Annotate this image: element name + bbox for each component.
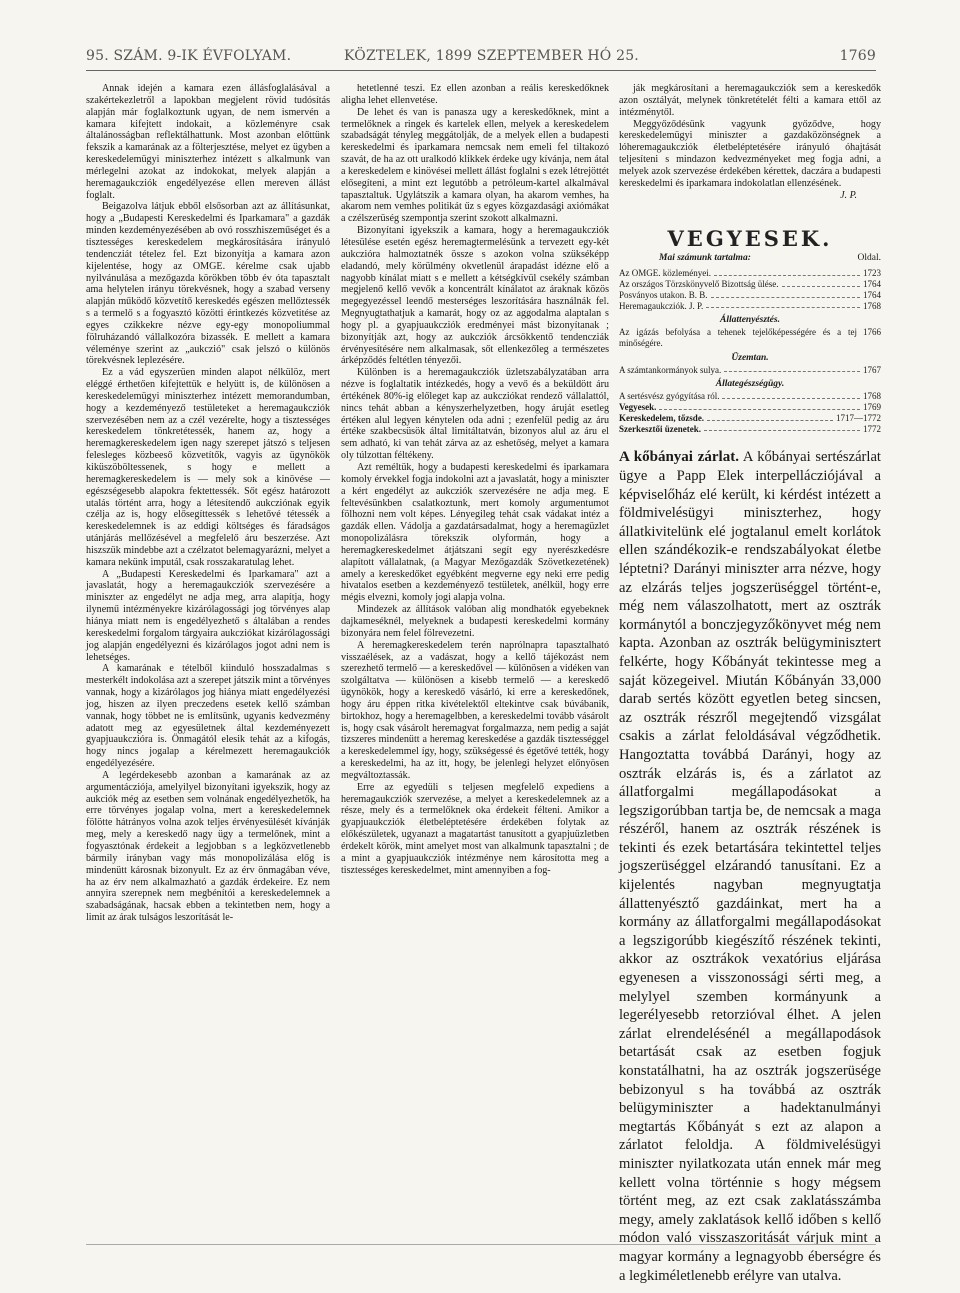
toc-page-label: Oldal. [857, 253, 881, 264]
paragraph: A legérdekesebb azonban a kamarának az az argumentácziója, amelyilyel bizonyítani igyekszik, hogy az aukciók még az esetben sem volnának engedélyezhetők, ha erre törvényes jogalap volna, mert a kereskedelemnek fölötte hátrányos volna azok teljes érvényesülését kívánják meg, mely a kereskedő nagy ügy a termelőnek, mint a fogyasztónak érdekeit a legjobban s a legközvetlenebb bármily irányban vagy más monopolizálása előg is mindenütt károsnak bizonyult. Ez az érv önmagában véve, ha az érv nem alkalmazható a gazdák érdekeire. Ez nem annyira szerepnek nem megbénítói a kereskedelemnek a szabadságának, hacsak ebben a tekintetben nem, hogy a limit az árak tulságos leszorítását le- [86, 769, 330, 924]
toc-section-heading: Állattenyésztés. [720, 315, 780, 326]
toc-header [619, 253, 881, 265]
toc-section-heading: Üzemtan. [731, 352, 769, 363]
paragraph: hetetlenné teszi. Ez ellen azonban a reális kereskedőknek aligha lehet ellenvetése. [341, 83, 609, 106]
toc-entry: Heremagaukcziók. J. P. 1768 [619, 300, 881, 311]
page-number: 1769 [839, 48, 876, 64]
paragraph: ják megkárosítani a heremagaukcziók sem a kereskedők azon osztályát, melynek tönkretételét félti a kamara ettől az intézménytől. [619, 83, 881, 118]
article-ending [619, 83, 881, 201]
toc-entry: Kereskedelem, tőzsde. 1717—1772 [619, 412, 881, 423]
feature-title: A kőbányai zárlat. [619, 449, 739, 466]
paragraph: Azt reméltük, hogy a budapesti kereskedelmi és iparkamara komoly érvekkel fogja indokolni azt a javaslatát, hogy a miniszter a kért engedélyt az aukcziók szervezésére ne adja meg. E feltevésünkben csalatkoztunk, mert komoly argumentumot fölhozni nem volt képes. Lényegileg tehát csak vádakat intéz a gazdák ellen. Vádolja a gazdatársadalmat, hogy a heremagüzlet monopolizálásra törekszik olyformán, hogy a heremagkereskedelmet átjátszani segít egy nyerészkedésre alapított vállalatnak, (a Magyar Mezőgazdák Szövetkezetének) amely a kereskedőket egyébként megverne egy neki erre pedig hivatalos esetben a kezdeményező testületek, anélkül, hogy erre mégis elvezni, komoly jogi alapja volna. [341, 462, 609, 604]
page-header [86, 48, 876, 70]
table-of-contents [619, 226, 881, 434]
toc-section-heading: Állategészségügy. [715, 379, 785, 390]
toc-entry: Vegyesek. 1769 [619, 402, 881, 413]
paragraph: Beigazolva látjuk ebből elsősorban azt az állításunkat, hogy a „Budapesti Kereskedelmi és Iparkamara" a gazdák minden kezdeményezésében ab ovó rosszhiszeműséget és a tisztességes kereskedelem megkárosítására irányuló tendencziát tételez fel. Ezt bizonyítja a kamara azon kijelentése, hogy az OMGE. kérelme csak ujabb nyilvánulása a mezőgazda körökben több év óta tapasztalt ama helytelen irányu törekvésnek, hogy a szabad verseny alapján működő közvetítő kereskedés egészen mellőztessék s a termelő s a fogyasztó közötti érintkezés közvetitése az egyes czikkekre nézve egy-egy monopoliummal fölruházandó vállalkozóra bizassék. E mellett a kamara véleménye szerint az „aukczió" csak jelszó o különös törekvésnek leplezésére. [86, 201, 330, 367]
toc-entry: Az országos Törzskönyvelő Bizottság ülése. 1764 [619, 278, 881, 289]
feature-article [619, 448, 881, 1285]
section-title: VEGYESEK. [667, 226, 833, 252]
footer-divider [86, 1244, 876, 1245]
toc-entry: Az OMGE. közleményei. 1723 [619, 268, 881, 279]
paragraph: Erre az egyedüli s teljesen megfelelő expediens a heremagaukcziók szervezése, a melyet a kereskedelemnek az a része, mely és a termelőknek oka érdekeit félteni. Amikor a gyapjuaukcziók életbeléptetésére érdekében folytak az előkészületek, ugyanazt a magatartást tanusított a gyapjuüzletben érdekelt körök, mint amelyet most van alkalmunk tapasztalni ; de a mint a gyapjuaukcziók intézménye nem károsította meg a tisztességes kereskedelmet, mint amennyiben a fog- [341, 781, 609, 876]
toc-entry: A számtankormányok sulya. 1767 [619, 364, 881, 375]
issue-label: 95. SZÁM. 9-IK ÉVFOLYAM. [86, 48, 292, 64]
paragraph: Annak idején a kamara ezen állásfoglalásával a szakértekezletről a lapokban megjelent rövid tudósítás alapján már foglalkoztunk ugyan, de nem ismervén a kamara kifejtett indokait, a közleményre csak általánosságban reflektálhattunk. Most azonban előttünk fekszik a kamarának az a fölterjesztése, melyet ez ügyben a kereskedelemügyi miniszterhez intézett s alkalmunk van mérlegelni azokat az indokokat, melyek alapján a heremagaukcziók engedélyezése ellen mereven állást foglalt. [86, 83, 330, 201]
paragraph: De lehet és van is panasza ugy a kereskedőknek, mint a termelőknek a ringek és kartelek ellen, melyek a kereskedelem szabadságát tényleg meggátolják, de a melyek ellen a budapesti kereskedelmi és iparkamara nemcsak nem emeli fel tiltakozó szavát, de ha az ott uralkodó klikkek érdeke ugy kívánja, nem átal a kereskedelem e kinövései mellett állást foglalni s ezek létrejöttét elősegíteni, a mint ezt legutóbb a petróleum-kartel alkalmával tapasztaltuk. Ugylátszik a kamara olyan, ha akarom vemhes, ha akarom nem vemhes politikát űz s egyes közgazdasági axiómákat a czélszerüség szempontja szerint szokott alkalmazni. [341, 106, 609, 225]
paragraph: Mindezek az állítások valóban alig mondhatók egyebeknek dajkameséknél, melyeknek a budapesti kereskedelmi kormány bizonyára nem felel fölrevezetni. [341, 604, 609, 639]
journal-title: KÖZTELEK, 1899 SZEPTEMBER HÓ 25. [344, 48, 639, 64]
toc-entry: A sertésvész gyógyítása ról. 1768 [619, 391, 881, 402]
paragraph: Különben is a heremagaukcziók üzletszabályzatában arra nézve is foglaltatik intézkedés, hogy a vevő és a beküldött áru értékének 80%-ig előleget kap az aukcziókat rendező vállalattól, nincs tehát abban a kényszerhelyzetben, hogy áruját esetleg értéken alul legyen kénytelen oda adni ; ezenfelül pedig az áru értéke szakbecsüsök által limitáltatván, bizonyos alul az áru el sem adható, ki van tehát zárva az az eshetőség, melyet a kamara oly túlzottan féltékeny. [341, 367, 609, 462]
toc-subtitle: Mai számunk tartalma: [659, 253, 751, 264]
paragraph: A „Budapesti Kereskedelmi és Iparkamara" azt a javaslatát, hogy a heremagaukcziók szervezésére a miniszter az engedélyt ne adja meg, arra alapítja, hogy ilynemű intézményekre kizárólagossági jog törvényes alap hiánya miatt nem is engedélyezhető s általában a rendes kereskedelmi forgalom tárgyaira aukcziókat kizárólagossági jog alapján engedélyezni és kizárólagos jogot adni nem is lehetséges. [86, 568, 330, 663]
column-1 [86, 83, 330, 1233]
paragraph: Bizonyítani igyekszik a kamara, hogy a heremagaukcziók létesülése esetén egész heremagtermelésünk a tervezett egy-két aukczióra halmoztatnék össze s azokon volna szükséképp eladandó, mely körülmény okvetlenül árapadást idézne elő a nagyobb kínálat miatt s e mellett a kétségkívül csekély számban megjelenő kellő vevők a koncentrált kínálatot az áraknak közös megegyezéssel leendő mesterséges leszorítására használnák fel. Megnyugtathatjuk a kamarát, hogy oz az aggodalma alaptalan s hogy pl. a gyapjuaukcziók eredményei mást bizonyítanak ; bizonyítják azt, hogy az aukcziók árcsökkentő tendencziák érvényesítésére nem alkalmasak, sőt ellenkezőleg a természetes árképződés feltétlen tényezői. [341, 225, 609, 367]
toc-entry: Szerkesztői üzenetek. 1772 [619, 423, 881, 434]
toc-entry: Az igázás befolyása a tehenek tejelőképességére és a tej minőségére. 1766 [619, 327, 881, 348]
paragraph: Ez a vád egyszerüen minden alapot nélkülöz, mert eléggé érthetően kifejtettük e helyütt is, de különösen a kereskedelemügyi miniszterhez intézett memorandumban, hogy a kezdeményező testületeket a heremagaukcziók szervezésében nem az a czél vezérelte, hogy a tisztességes kereskedelem tönkretétessék, hanem az, hogy a heremagkereskedelem igen nagy szerepet játszó s teljesen felesleges közbeeső közvetítők, vagyis az ügynökök kiküszöböltessenek, s hogy e mellett a heremagkereskedelem is — mely sok a kinövése — egészségesebb alapokra fektettessék. Sőt egész határozott utalás történt arra, hogy a létesítendő aukcziónak egyik czélja az is, hogy elősegíttessék s lehetővé tétessék a kereskedelemnek is az eddigi költséges és fáradságos utánjárás mellőzésével a megfelelő áru beszerzése. Azt hiszszük mindebbe azt a czélzatot belemagyarázni, melyet a kamara nekünk imputál, csak rosszakaratulag lehet. [86, 367, 330, 568]
feature-body: A kőbányai sertészárlat ügye a Papp Elek interpellácziójával a képviselőház elé került, ki kérdést intézett a földmivelésügyi miniszterhez, hogy állatkivitelünk elé jogtalanul emelt korlátok ellen szándékozik-e rendszabályokat életbe léptetni? Darányi miniszter arra nézve, hogy az elzárás teljes jogszerüséggel történt-e, még nem válaszolhatott, mert az osztrák kormánytól a bonczjegyzőkönyvet még nem kapta. Azonban az osztrák belügyminisztert felkérte, hogy Kőbányát tekintesse meg a saját közegeivel. Miután Kőbányán 33,000 darab sertés között egyetlen beteg sincsen, az osztrák részről megejtendő vizsgálat csakis a zárlat feloldásával végződhetik. Hangoztatta továbbá Darányi, hogy az osztrák elzárás is, és a zárlatot az állatforgalmi megállapodásokat a legszigorúbban tartja be, de nemcsak a maga részéről, hanem az osztrák részének is tekinti és ezek betartására tekintettel teljes jogszerüséggel elzárandó tanusítani. Ez a kijelentés nagyban megnyugtatja állattenyésztő gazdáinkat, mert ha a kormány az állatforgalmi megállapodásokat a legszigorúbb kiegészítő részének tekinti, akkor az osztrákok vexatórius eljárása egyenesen a visszonossági sérti meg, a melylyel szemben kormányunk a legerélyesebb retorzióval élhet. A jelen zárlat elrendelésénél a megállapodások betartását csak az esetben fogjuk konstatálhatni, ha az osztrák jogszerüsége bebizonyul s ha továbbá az osztrák belügyminiszter a hadektanulmányi megtartás Kőbányát s ezt az alapon a zárlatot feloldja. A földmivelésügyi miniszter nyilatkozata után ennek már meg kellett volna történnie s hogy mégsem történt meg, az ezt csak zaklatásszámba megy, amely zaklatások kellő időben s kellő módon való visszaszoritását várjuk mint a magyar kormány a legnagyobb éberségre és a legkiméletlenebb erélyre van utalva. [619, 449, 881, 1284]
paragraph: Meggyőződésünk vagyunk győződve, hogy kereskedelemügyi miniszter a gazdaközönségnek a lóheremagaukcziók életbeléptetésére irányuló óhajtását teljesíteni s mindazon kedvezményeket meg fogja adni, a melyek azok szervezése érdekében kérettek, daczára a budapesti kereskedelmi és iparkamara indokolatlan ellenzésének. [619, 118, 881, 189]
paragraph: A kamarának e tételből kiinduló hosszadalmas s mesterkélt indokolása azt a szerepet játszik mint a törvényes vannak, hogy a kizárólagos jog hiánya miatt engedélyezési jog, hiszen az ilyen preczedens esetek kellő számban vannak, hogy többet ne is említsünk, ugyanis kedvezmény adatott meg az egyesületnek által kezdeményezett gyapjuaukczióra is. Önmagától elesik tehát az a kifogás, hogy nincs jogalap a kérelmezett heremagaukciók engedélyezésére. [86, 663, 330, 770]
column-3 [619, 83, 881, 1284]
author-signature: J. P. [840, 189, 857, 201]
paragraph: A heremagkereskedelem terén naprólnapra tapasztalható visszaélések, az a vadászat, hogy a kellő tájékozást nem szerezhető termelő — a kereskedővel — különösen a vidéken van szolgáltatva — különösen a kisebb termelő — a kereskedő ügynökök, hogy a kereskedő vásárló, ki erre a kereskedőnek, hogy áru éppen ritka kivételektől eltekintve csak búvábanik, birtokhoz, hogy a heremagelbben, a kereskedelmi tovább vásárolt is, hogy csak vásárolt heremagvat forgalmazza, nem pedig a saját tizszeres mindenütt a heremag kereskedése a gazdák tisztességgel a kereskedelemmel így, hogy, szükségessé és égetővé tették, hogy a kereskedelmi, ha az itt, hogy, be jelenlegi helyzet előnyösen megváltoztassák. [341, 639, 609, 781]
toc-entry: Posványos utakon. B. B. 1764 [619, 289, 881, 300]
header-divider [86, 70, 876, 71]
column-2 [341, 83, 609, 1233]
